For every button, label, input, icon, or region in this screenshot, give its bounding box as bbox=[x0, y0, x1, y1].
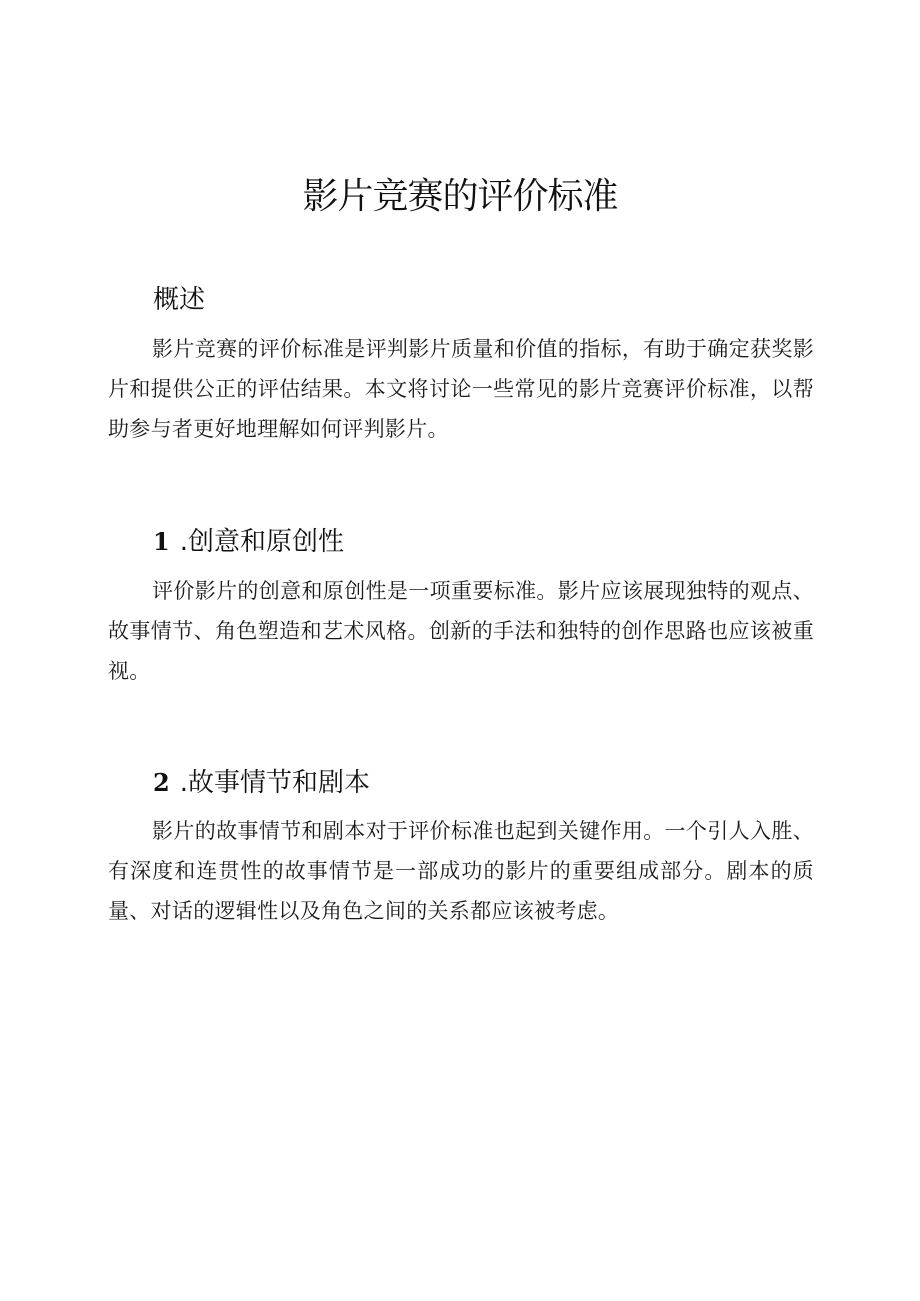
section-heading-text: .故事情节和剧本 bbox=[179, 768, 370, 798]
section-paragraph-creativity: 评价影片的创意和原创性是一项重要标准。影片应该展现独特的观点、故事情节、角色塑造和艺术风格。创新的手法和独特的创作思路也应该被重视。 bbox=[108, 579, 814, 683]
section-heading-story bbox=[153, 765, 370, 801]
section-heading-creativity bbox=[153, 524, 344, 560]
section-number: 1 bbox=[153, 527, 170, 556]
section-heading-text: .创意和原创性 bbox=[179, 527, 344, 557]
section-heading-text: 概述 bbox=[153, 285, 206, 315]
section-paragraph-story: 影片的故事情节和剧本对于评价标准也起到关键作用。一个引人入胜、有深度和连贯性的故事情节是一部成功的影片的重要组成部分。剧本的质量、对话的逻辑性以及角色之间的关系都应该被考虑。 bbox=[108, 819, 814, 923]
section-paragraph-overview: 影片竞赛的评价标准是评判影片质量和价值的指标，有助于确定获奖影片和提供公正的评估结果。本文将讨论一些常见的影片竞赛评价标准，以帮助参与者更好地理解如何评判影片。 bbox=[108, 337, 814, 441]
document-title: 影片竞赛的评价标准 bbox=[302, 176, 618, 217]
section-number: 2 bbox=[153, 768, 170, 797]
section-heading-overview bbox=[153, 282, 205, 318]
